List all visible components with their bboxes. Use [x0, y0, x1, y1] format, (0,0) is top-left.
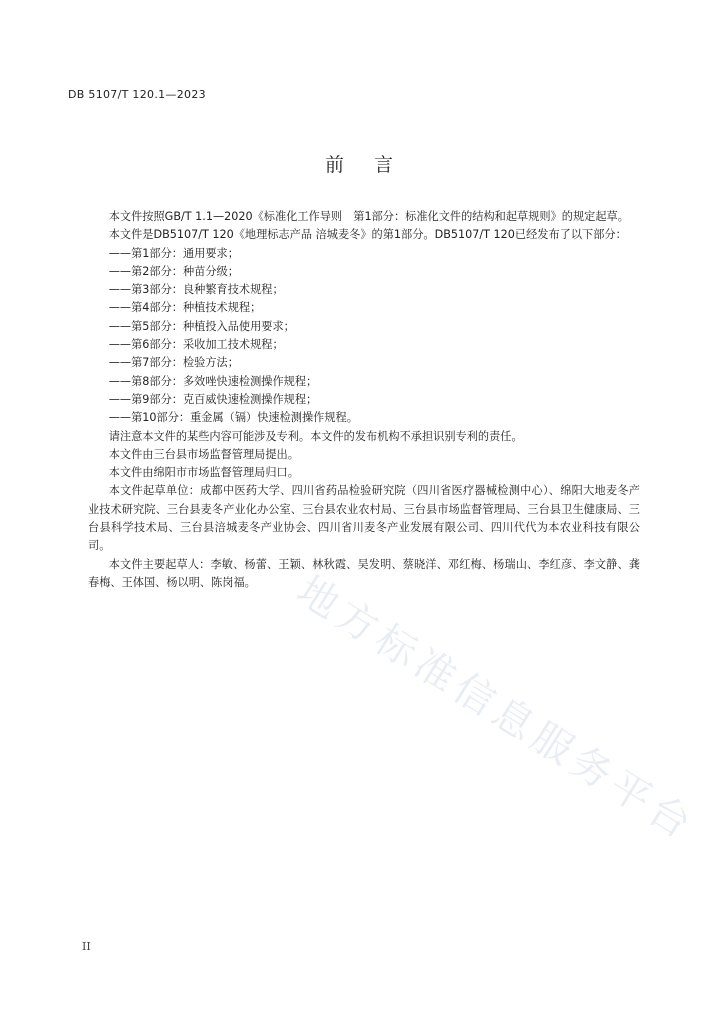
paragraph-series-info: 本文件是DB5107/T 120《地理标志产品 涪城麦冬》的第1部分。DB5107/T 120已经发布了以下部分：	[108, 228, 627, 242]
paragraph-proposer: 本文件由三台县市场监督管理局提出。	[108, 447, 299, 461]
page-number: II	[82, 940, 91, 953]
list-item: ——第4部分：种植技术规程；	[108, 301, 262, 315]
list-item: ——第1部分：通用要求；	[108, 246, 239, 260]
paragraph-drafting-units: 本文件起草单位：成都中医药大学、四川省药品检验研究院（四川省医疗器械检测中心）、绵阳大地麦冬产业技术研究院、三台县麦冬产业化办公室、三台县农业农村局、三台县市场监督管理局、三台县卫生健康局、三台县科学技术局、三台县涪城麦冬产业协会、四川省川麦冬产业发展有限公司、四川代代为本农业科技有限公司。	[88, 484, 640, 553]
paragraph-drafting-basis: 本文件按照GB/T 1.1—2020《标准化工作导则 第1部分：标准化文件的结构和起草规则》的规定起草。	[108, 210, 629, 223]
paragraph-administrator: 本文件由绵阳市市场监督管理局归口。	[108, 466, 299, 480]
page-title: 前言	[324, 154, 423, 176]
paragraph-drafters: 本文件主要起草人：李敏、杨蕾、王颖、林秋霞、吴发明、蔡晓洋、邓红梅、杨瑞山、李红彦、李文静、龚春梅、王体国、杨以明、陈岗福。	[88, 557, 640, 589]
list-item: ——第9部分：克百威快速检测操作规程；	[108, 392, 318, 406]
foreword-body	[88, 208, 640, 592]
watermark: 地方标准信息服务平台	[288, 567, 704, 851]
list-item: ——第3部分：良种繁育技术规程；	[108, 283, 284, 297]
list-item: ——第7部分：检验方法；	[108, 356, 239, 370]
list-item: ——第5部分：种植投入品使用要求；	[108, 319, 295, 333]
list-item: ——第6部分：采收加工技术规程；	[108, 338, 284, 352]
paragraph-patent-notice: 请注意本文件的某些内容可能涉及专利。本文件的发布机构不承担识别专利的责任。	[108, 429, 523, 443]
list-item: ——第2部分：种苗分级；	[108, 264, 239, 278]
list-item: ——第10部分：重金属（镉）快速检测操作规程。	[108, 411, 358, 425]
list-item: ——第8部分：多效唑快速检测操作规程；	[108, 374, 318, 388]
document-code: DB 5107/T 120.1—2023	[68, 88, 206, 101]
parts-list	[88, 245, 640, 428]
